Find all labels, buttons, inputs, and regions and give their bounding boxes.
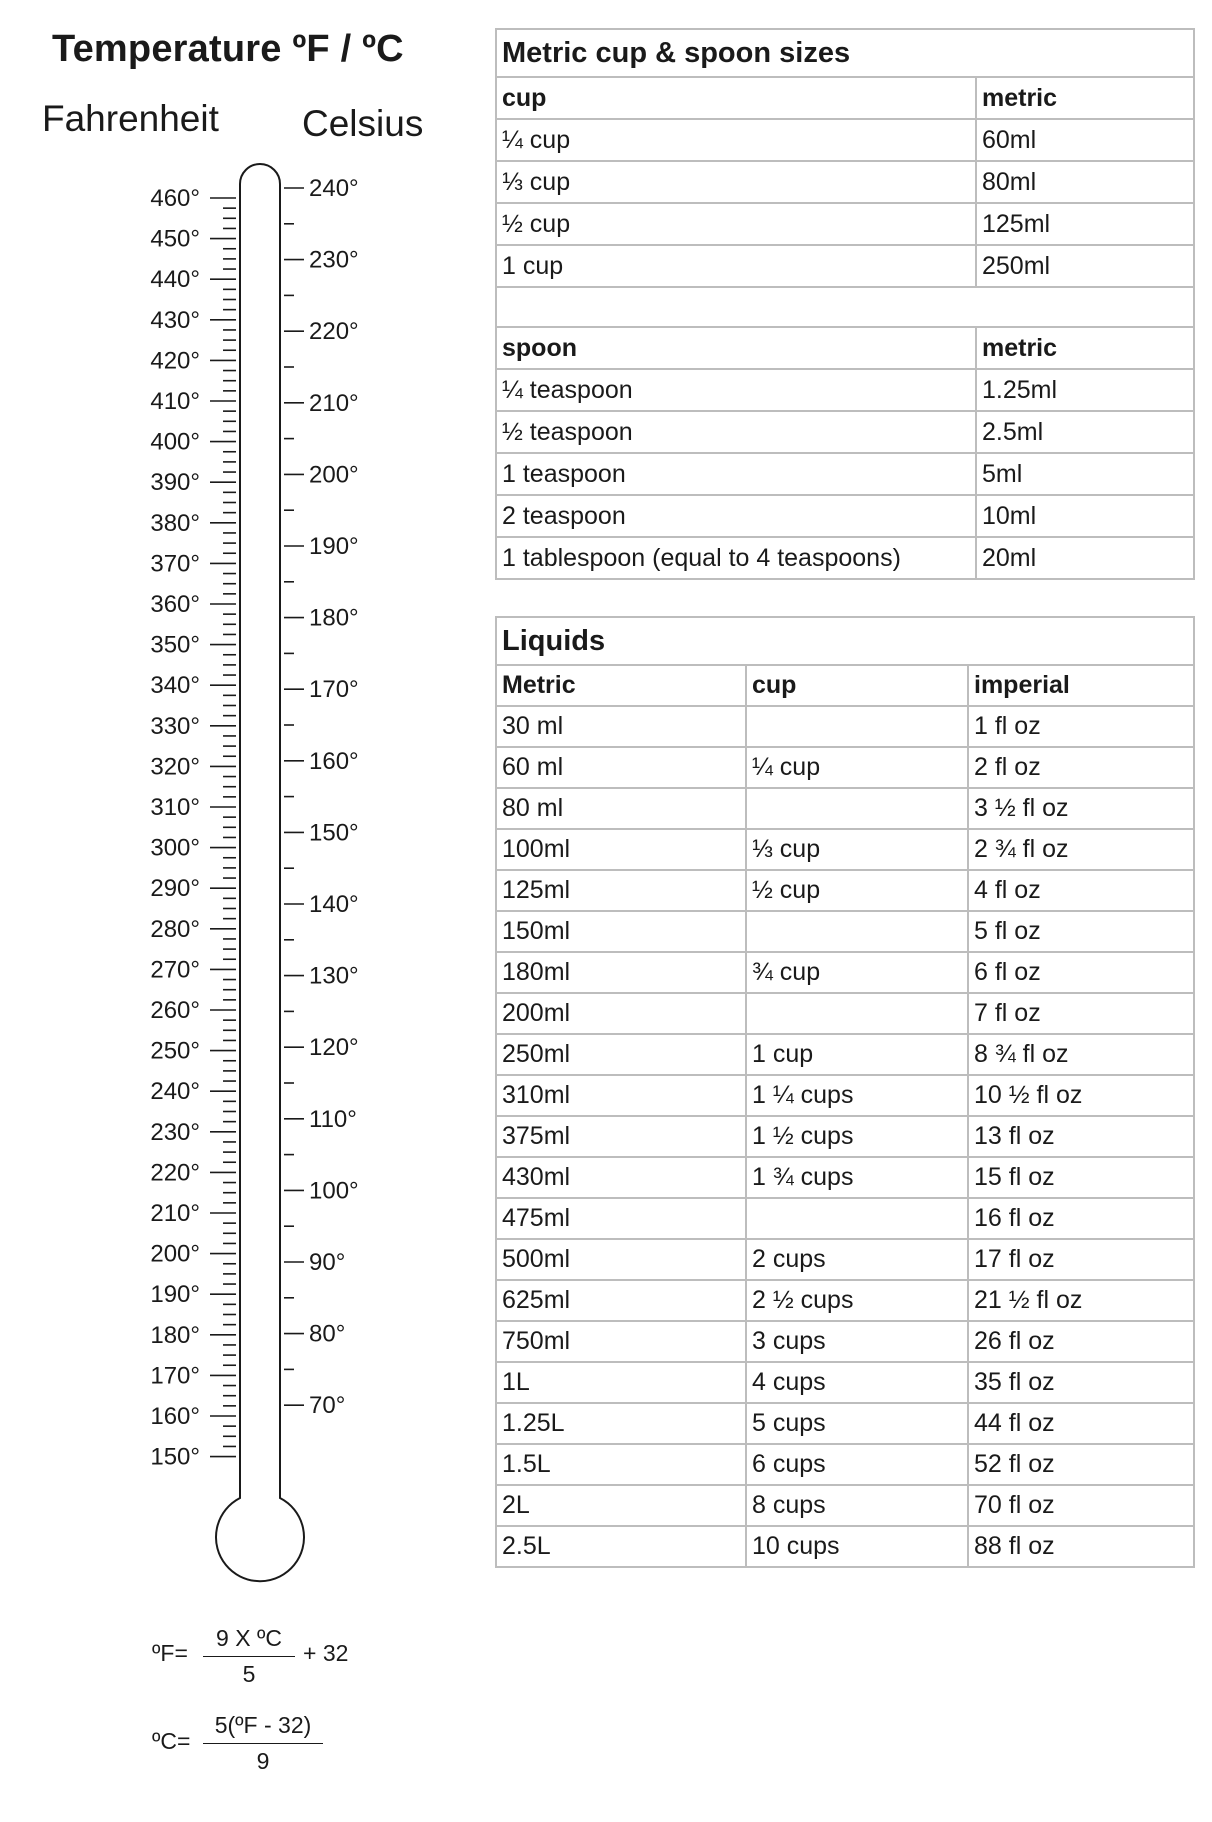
table-row [496, 829, 1194, 870]
celsius-formula-numerator: 5(ºF - 32) [203, 1712, 323, 1744]
table-row [496, 706, 1194, 747]
metric-cell: 1.25ml [976, 369, 1194, 411]
fahrenheit-tick-label: 340° [150, 672, 200, 700]
metric-cell: 1.25L [496, 1403, 746, 1444]
cup-cell: 2 ½ cups [746, 1280, 968, 1321]
header-cell: cup [496, 77, 976, 119]
metric-cell: 20ml [976, 537, 1194, 579]
fahrenheit-formula-numerator: 9 X ºC [203, 1625, 295, 1657]
table-row [496, 245, 1194, 287]
fahrenheit-tick-label: 310° [150, 794, 200, 821]
spoon-cell: 1 tablespoon (equal to 4 teaspoons) [496, 537, 976, 579]
table-row [496, 1239, 1194, 1280]
fahrenheit-tick-label: 190° [150, 1281, 200, 1309]
metric-cell: 1.5L [496, 1444, 746, 1485]
metric-cell: 125ml [976, 203, 1194, 245]
fahrenheit-tick-label: 170° [150, 1362, 200, 1390]
cup-cell [746, 1198, 968, 1239]
imperial-cell: 21 ½ fl oz [968, 1280, 1194, 1321]
imperial-cell: 7 fl oz [968, 993, 1194, 1034]
fahrenheit-tick-label: 330° [150, 712, 200, 740]
table-row [496, 1280, 1194, 1321]
header-cell: Metric [496, 665, 746, 706]
imperial-cell: 3 ½ fl oz [968, 788, 1194, 829]
metric-cell: 80 ml [496, 788, 746, 829]
cup-cell: 1 cup [746, 1034, 968, 1075]
table-row [496, 453, 1194, 495]
imperial-cell: 2 fl oz [968, 747, 1194, 788]
imperial-cell: 52 fl oz [968, 1444, 1194, 1485]
celsius-tick-label: 100° [309, 1177, 359, 1205]
metric-cell: 430ml [496, 1157, 746, 1198]
spoon-cell: ½ teaspoon [496, 411, 976, 453]
celsius-tick-label: 240° [309, 175, 359, 202]
cup-cell: ⅓ cup [496, 161, 976, 203]
liquids-table [495, 616, 1195, 1568]
fahrenheit-tick-label: 220° [150, 1159, 200, 1187]
cup-cell: 2 cups [746, 1239, 968, 1280]
cup-cell: ½ cup [746, 870, 968, 911]
cup-cell: ½ cup [496, 203, 976, 245]
cup-cell: 8 cups [746, 1485, 968, 1526]
celsius-tick-label: 130° [309, 962, 359, 990]
fahrenheit-tick-label: 390° [150, 469, 200, 497]
cup-cell: ¼ cup [746, 747, 968, 788]
imperial-cell: 70 fl oz [968, 1485, 1194, 1526]
metric-cell: 625ml [496, 1280, 746, 1321]
imperial-cell: 17 fl oz [968, 1239, 1194, 1280]
imperial-cell: 4 fl oz [968, 870, 1194, 911]
table-row [496, 1116, 1194, 1157]
spoon-header-row [496, 327, 1194, 369]
cup-header-row [496, 77, 1194, 119]
header-cell: metric [976, 77, 1194, 119]
table-row [496, 1198, 1194, 1239]
fahrenheit-formula-tail: + 32 [303, 1640, 349, 1666]
imperial-cell: 26 fl oz [968, 1321, 1194, 1362]
fahrenheit-label: Fahrenheit [42, 98, 219, 139]
celsius-tick-label: 230° [309, 246, 359, 274]
cup-cell: 5 cups [746, 1403, 968, 1444]
fahrenheit-tick-label: 460° [150, 185, 200, 212]
celsius-tick-label: 140° [309, 891, 359, 918]
metric-cell: 2L [496, 1485, 746, 1526]
celsius-tick-label: 220° [309, 318, 359, 346]
fahrenheit-tick-label: 420° [150, 347, 200, 375]
fahrenheit-tick-label: 280° [150, 915, 200, 943]
metric-cell: 100ml [496, 829, 746, 870]
celsius-formula-lhs: ºC= [152, 1728, 191, 1754]
metric-cell: 2.5L [496, 1526, 746, 1567]
imperial-cell: 10 ½ fl oz [968, 1075, 1194, 1116]
metric-cell: 200ml [496, 993, 746, 1034]
cup-cell: 1 cup [496, 245, 976, 287]
fahrenheit-formula-denominator: 5 [242, 1661, 256, 1687]
spoon-cell: 1 teaspoon [496, 453, 976, 495]
metric-cell: 2.5ml [976, 411, 1194, 453]
cup-cell: 4 cups [746, 1362, 968, 1403]
header-cell: metric [976, 327, 1194, 369]
metric-cell: 5ml [976, 453, 1194, 495]
spoon-cell: 2 teaspoon [496, 495, 976, 537]
table-row [496, 911, 1194, 952]
imperial-cell: 16 fl oz [968, 1198, 1194, 1239]
fahrenheit-tick-label: 430° [150, 306, 200, 334]
celsius-label: Celsius [302, 103, 424, 144]
fahrenheit-tick-label: 440° [150, 266, 200, 294]
fahrenheit-tick-label: 360° [150, 591, 200, 618]
metric-cell: 1L [496, 1362, 746, 1403]
table-row [496, 1075, 1194, 1116]
header-cell: cup [746, 665, 968, 706]
cup-cell [746, 706, 968, 747]
fahrenheit-tick-label: 200° [150, 1240, 200, 1268]
celsius-tick-label: 190° [309, 533, 359, 560]
fahrenheit-tick-label: 320° [150, 753, 200, 781]
celsius-tick-label: 120° [309, 1034, 359, 1062]
celsius-tick-label: 210° [309, 389, 359, 417]
table-row [496, 1403, 1194, 1444]
imperial-cell: 5 fl oz [968, 911, 1194, 952]
fahrenheit-tick-label: 370° [150, 550, 200, 578]
metric-cell: 10ml [976, 495, 1194, 537]
fahrenheit-tick-label: 230° [150, 1118, 200, 1146]
imperial-cell: 2 ¾ fl oz [968, 829, 1194, 870]
cup-cell [746, 911, 968, 952]
fahrenheit-tick-label: 400° [150, 428, 200, 456]
fahrenheit-tick-label: 210° [150, 1200, 200, 1227]
celsius-tick-label: 110° [309, 1105, 357, 1133]
celsius-tick-label: 80° [309, 1320, 346, 1348]
fahrenheit-tick-label: 300° [150, 834, 200, 862]
celsius-tick-label: 180° [309, 604, 359, 632]
cup-spoon-title-row [496, 29, 1194, 77]
fahrenheit-tick-label: 150° [150, 1443, 200, 1471]
celsius-formula-denominator: 9 [256, 1748, 270, 1774]
fahrenheit-tick-label: 410° [150, 388, 200, 415]
table-row [496, 1485, 1194, 1526]
cup-cell [746, 788, 968, 829]
imperial-cell: 44 fl oz [968, 1403, 1194, 1444]
table-row [496, 537, 1194, 579]
cup-cell [746, 993, 968, 1034]
header-cell: imperial [968, 665, 1194, 706]
table-row [496, 1157, 1194, 1198]
imperial-cell: 1 fl oz [968, 706, 1194, 747]
metric-cell: 125ml [496, 870, 746, 911]
fahrenheit-tick-label: 260° [150, 997, 200, 1024]
celsius-scale [284, 175, 359, 1419]
table-row [496, 119, 1194, 161]
cup-cell: 10 cups [746, 1526, 968, 1567]
spoon-cell: ¼ teaspoon [496, 369, 976, 411]
thermometer-graphic [0, 0, 480, 1822]
metric-cell: 500ml [496, 1239, 746, 1280]
cup-spoon-title: Metric cup & spoon sizes [496, 29, 1194, 77]
spacer-cell [496, 287, 1194, 327]
metric-cell: 250ml [496, 1034, 746, 1075]
table-row [496, 1362, 1194, 1403]
metric-cell: 60ml [976, 119, 1194, 161]
metric-cell: 150ml [496, 911, 746, 952]
celsius-formula-fraction [203, 1712, 323, 1775]
metric-cell: 30 ml [496, 706, 746, 747]
metric-cell: 475ml [496, 1198, 746, 1239]
imperial-cell: 8 ¾ fl oz [968, 1034, 1194, 1075]
temperature-title: Temperature ºF / ºC [52, 28, 404, 70]
spacer-row [496, 287, 1194, 327]
celsius-tick-label: 150° [309, 819, 359, 847]
metric-cell: 750ml [496, 1321, 746, 1362]
table-row [496, 870, 1194, 911]
fahrenheit-tick-label: 180° [150, 1321, 200, 1349]
fahrenheit-formula-fraction [203, 1625, 295, 1688]
fahrenheit-tick-label: 270° [150, 956, 200, 984]
header-cell: spoon [496, 327, 976, 369]
table-row [496, 1321, 1194, 1362]
fahrenheit-formula-lhs: ºF= [152, 1640, 188, 1666]
metric-cell: 250ml [976, 245, 1194, 287]
celsius-tick-label: 70° [309, 1392, 346, 1420]
metric-cell: 310ml [496, 1075, 746, 1116]
celsius-tick-label: 90° [309, 1249, 346, 1276]
cup-cell: 1 ¼ cups [746, 1075, 968, 1116]
celsius-tick-label: 170° [309, 676, 359, 704]
liquids-title-row [496, 617, 1194, 665]
table-row [496, 788, 1194, 829]
fahrenheit-tick-label: 160° [150, 1403, 200, 1430]
imperial-cell: 88 fl oz [968, 1526, 1194, 1567]
cup-cell: 1 ¾ cups [746, 1157, 968, 1198]
fahrenheit-tick-label: 250° [150, 1037, 200, 1065]
table-row [496, 161, 1194, 203]
table-row [496, 1526, 1194, 1567]
table-row [496, 411, 1194, 453]
cup-spoon-table [495, 28, 1195, 580]
table-row [496, 747, 1194, 788]
imperial-cell: 13 fl oz [968, 1116, 1194, 1157]
cup-cell: ¼ cup [496, 119, 976, 161]
table-row [496, 1034, 1194, 1075]
cup-cell: 3 cups [746, 1321, 968, 1362]
table-row [496, 993, 1194, 1034]
celsius-tick-label: 160° [309, 747, 359, 775]
fahrenheit-tick-label: 450° [150, 225, 200, 253]
metric-cell: 180ml [496, 952, 746, 993]
table-row [496, 1444, 1194, 1485]
table-row [496, 495, 1194, 537]
cup-cell: ⅓ cup [746, 829, 968, 870]
metric-cell: 375ml [496, 1116, 746, 1157]
metric-cell: 60 ml [496, 747, 746, 788]
cup-cell: ¾ cup [746, 952, 968, 993]
fahrenheit-scale [150, 185, 236, 1471]
celsius-tick-label: 200° [309, 461, 359, 489]
cup-cell: 1 ½ cups [746, 1116, 968, 1157]
liquids-header-row [496, 665, 1194, 706]
metric-cell: 80ml [976, 161, 1194, 203]
cup-cell: 6 cups [746, 1444, 968, 1485]
liquids-title: Liquids [496, 617, 1194, 665]
fahrenheit-tick-label: 350° [150, 631, 200, 659]
table-row [496, 369, 1194, 411]
fahrenheit-tick-label: 240° [150, 1078, 200, 1106]
table-row [496, 952, 1194, 993]
imperial-cell: 35 fl oz [968, 1362, 1194, 1403]
imperial-cell: 6 fl oz [968, 952, 1194, 993]
fahrenheit-tick-label: 290° [150, 875, 200, 903]
fahrenheit-tick-label: 380° [150, 509, 200, 537]
table-row [496, 203, 1194, 245]
imperial-cell: 15 fl oz [968, 1157, 1194, 1198]
